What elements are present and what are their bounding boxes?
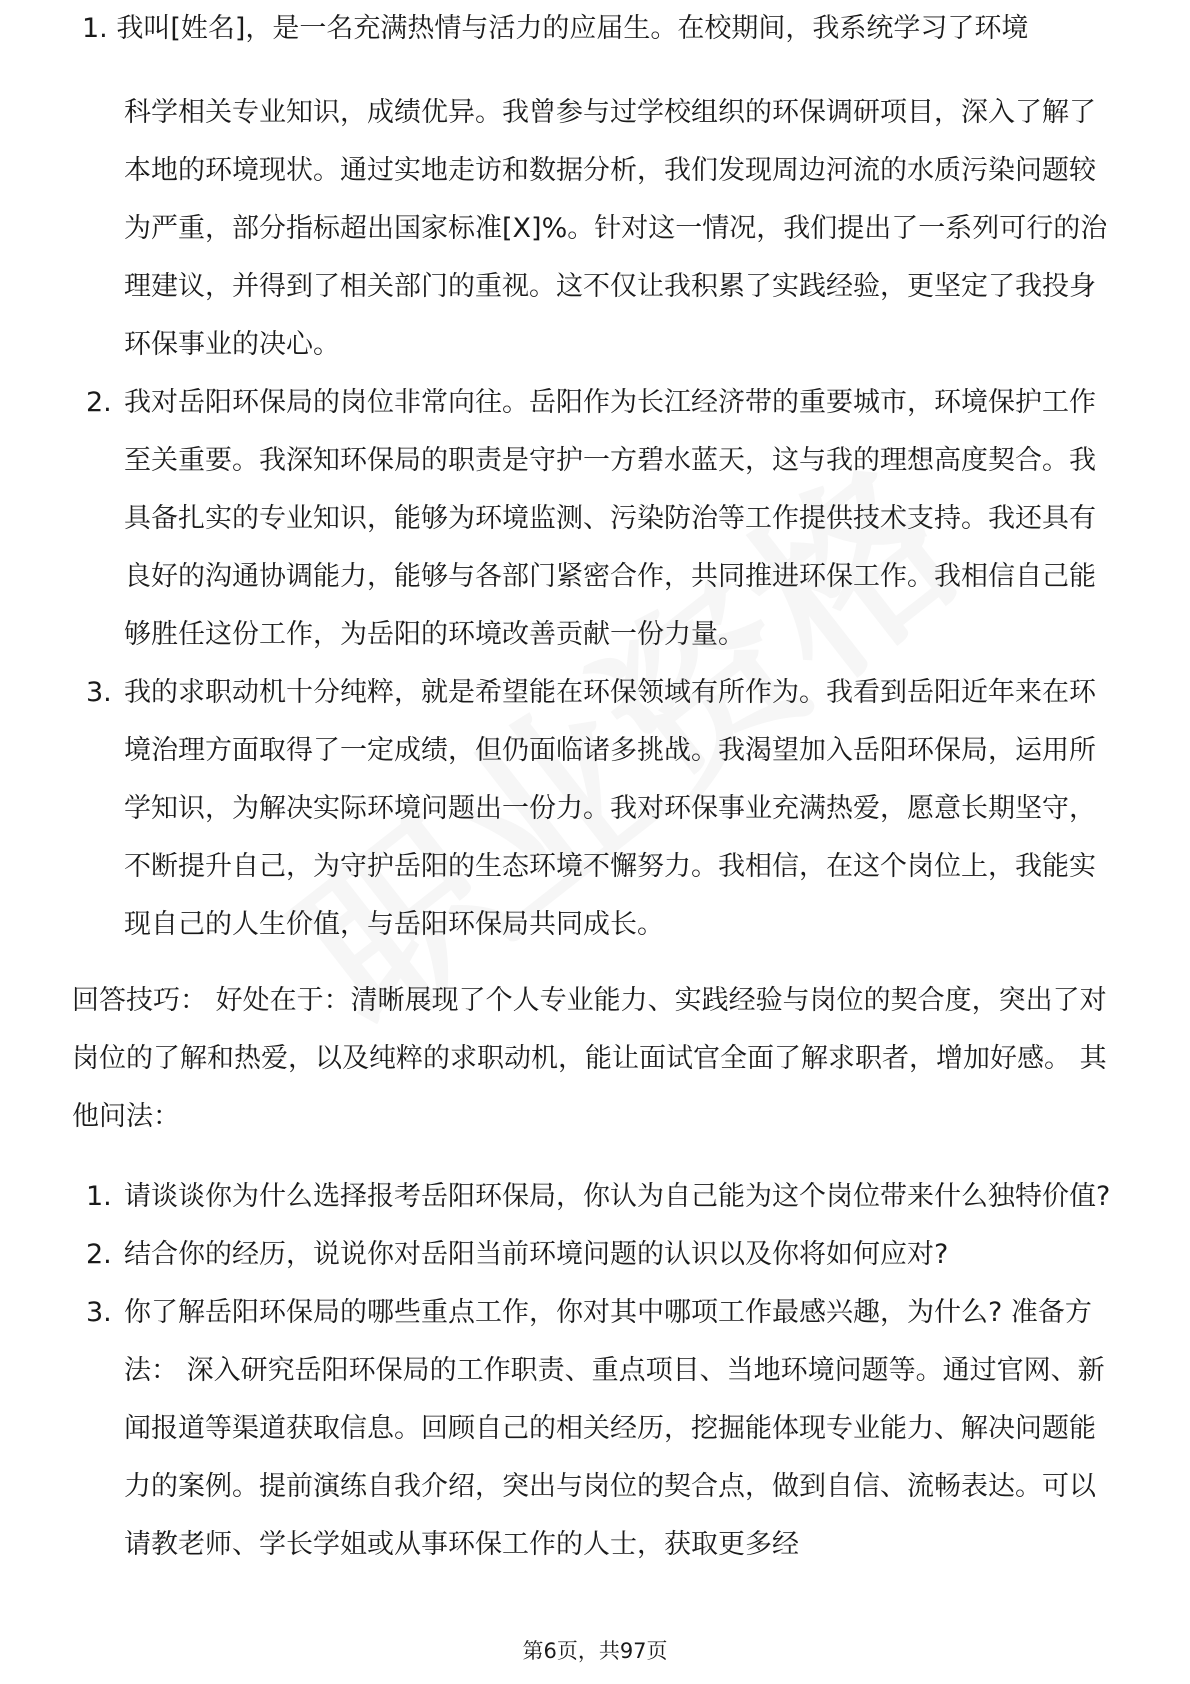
- list-item: [72, 1284, 1118, 1574]
- list-item-text: 科学相关专业知识，成绩优异。我曾参与过学校组织的环保调研项目，深入了解了本地的环境现状。通过实地走访和数据分析，我们发现周边河流的水质污染问题较为严重，部分指标超出国家标准[X]%。针对这一情况，我们提出了一系列可行的治理建议，并得到了相关部门的重视。这不仅让我积累了实践经验，更坚定了我投身环保事业的决心。: [124, 97, 1108, 360]
- list-item: [72, 84, 1118, 374]
- intro-answer-list: [72, 84, 1118, 954]
- answer-tips-paragraph: 回答技巧： 好处在于：清晰展现了个人专业能力、实践经验与岗位的契合度，突出了对岗位的了解和热爱，以及纯粹的求职动机，能让面试官全面了解求职者，增加好感。 其他问法：: [72, 985, 1107, 1132]
- list-item-text: 你了解岳阳环保局的哪些重点工作，你对其中哪项工作最感兴趣，为什么? 准备方法： 深入研究岳阳环保局的工作职责、重点项目、当地环境问题等。通过官网、新闻报道等渠道获取信息。回顾自己的相关经历，挖掘能体现专业能力、解决问题能力的案例。提前演练自我介绍，突出与岗位的契合点，做到自信、流畅表达。可以请教老师、学长学姐或从事环保工作的人士，获取更多经: [124, 1297, 1105, 1560]
- list-item-text: 我的求职动机十分纯粹，就是希望能在环保领域有所作为。我看到岳阳近年来在环境治理方面取得了一定成绩，但仍面临诸多挑战。我渴望加入岳阳环保局，运用所学知识，为解决实际环境问题出一份力。我对环保事业充满热爱，愿意长期坚守，不断提升自己，为守护岳阳的生态环境不懈努力。我相信，在这个岗位上，我能实现自己的人生价值，与岳阳环保局共同成长。: [124, 677, 1096, 940]
- list-item-number: 2.: [86, 387, 112, 418]
- list-item-number: 1.: [86, 1181, 112, 1212]
- cut-off-top-line-text: 1. 我叫[姓名]，是一名充满热情与活力的应届生。在校期间，我系统学习了环境: [82, 13, 1029, 44]
- main-content: [72, 84, 1118, 1574]
- list-item: [72, 1226, 1118, 1284]
- list-item-text: 结合你的经历，说说你对岳阳当前环境问题的认识以及你将如何应对?: [124, 1239, 949, 1270]
- list-item-text: 我对岳阳环保局的岗位非常向往。岳阳作为长江经济带的重要城市，环境保护工作至关重要。我深知环保局的职责是守护一方碧水蓝天，这与我的理想高度契合。我具备扎实的专业知识，能够为环境监测、污染防治等工作提供技术支持。我还具有良好的沟通协调能力，能够与各部门紧密合作，共同推进环保工作。我相信自己能够胜任这份工作，为岳阳的环境改善贡献一份力量。: [124, 387, 1096, 650]
- page-number-footer: 第6页，共97页: [522, 1639, 668, 1663]
- list-item: [72, 664, 1118, 954]
- other-questions-list: [72, 1168, 1118, 1574]
- list-item-number: 3.: [86, 1297, 112, 1328]
- list-item-number: 2.: [86, 1239, 112, 1270]
- list-item: [72, 374, 1118, 664]
- cut-off-top-line: [82, 13, 1112, 62]
- list-item: [72, 1168, 1118, 1226]
- list-item-text: 请谈谈你为什么选择报考岳阳环保局，你认为自己能为这个岗位带来什么独特价值?: [124, 1181, 1111, 1212]
- list-item-number: 3.: [86, 677, 112, 708]
